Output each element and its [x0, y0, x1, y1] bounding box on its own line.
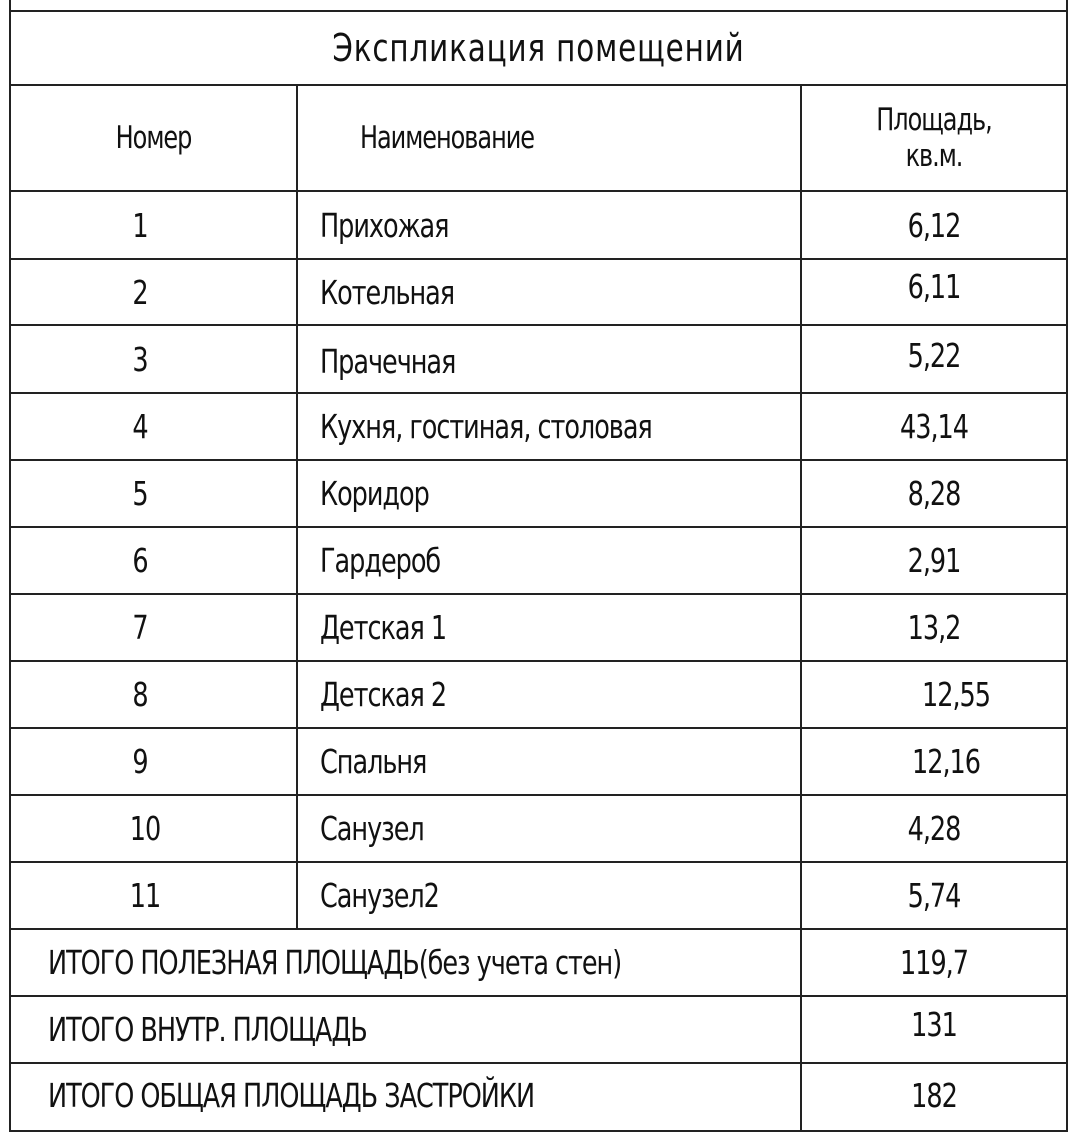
row-number: 2 [132, 272, 148, 312]
row-name: Прихожая [320, 205, 449, 245]
header-area [820, 86, 1047, 190]
total-value: 182 [911, 1075, 957, 1115]
row-number: 8 [132, 675, 148, 714]
row-name: Коридор [320, 474, 429, 513]
row-number: 4 [132, 407, 148, 446]
row-name: Прачечная [320, 341, 456, 381]
row-name: Гардероб [320, 541, 441, 580]
row-name: Санузел2 [320, 876, 439, 915]
row-number: 7 [132, 608, 148, 647]
header-name [360, 86, 704, 190]
row-number: 5 [132, 474, 148, 513]
row-number: 11 [129, 876, 161, 915]
row-name: Детская 1 [320, 608, 447, 647]
row-area: 4,28 [907, 809, 961, 848]
row-name: Кухня, гостиная, столовая [320, 407, 652, 446]
row-number: 10 [129, 809, 161, 848]
row-area: 6,12 [907, 205, 961, 245]
table-title: Экспликация помещений [332, 26, 745, 70]
row-number: 6 [132, 541, 148, 580]
row-name: Детская 2 [320, 675, 447, 714]
total-label: ИТОГО ОБЩАЯ ПЛОЩАДЬ ЗАСТРОЙКИ [48, 1075, 535, 1115]
total-value: 131 [911, 1005, 957, 1044]
column-divider-number-name [296, 84, 298, 930]
frame-bottom-border [9, 1130, 1068, 1132]
row-area: 12,16 [912, 742, 980, 781]
row-number: 1 [132, 205, 148, 245]
row-name: Котельная [320, 272, 455, 312]
header-area-line2: кв.м. [905, 138, 963, 174]
row-area: 6,11 [907, 266, 961, 306]
row-area: 13,2 [907, 608, 961, 647]
row-area: 2,91 [907, 541, 961, 580]
row-area: 43,14 [900, 407, 968, 446]
header-number [31, 86, 276, 190]
total-value: 119,7 [900, 943, 968, 982]
row-area: 5,22 [907, 335, 961, 375]
row-area: 8,28 [907, 474, 961, 513]
row-number: 9 [132, 742, 148, 781]
column-divider-name-area [800, 84, 802, 1132]
total-label: ИТОГО ПОЛЕЗНАЯ ПЛОЩАДЬ(без учета стен) [48, 943, 622, 982]
row-area: 12,55 [922, 675, 990, 714]
row-name: Санузел [320, 809, 424, 848]
row-number: 3 [132, 339, 148, 379]
row-area: 5,74 [907, 876, 961, 915]
header-name-label: Наименование [360, 120, 535, 156]
total-label: ИТОГО ВНУТР. ПЛОЩАДЬ [48, 1010, 367, 1049]
row-name: Спальня [320, 742, 427, 781]
header-area-line1: Площадь, [876, 102, 992, 138]
header-number-label: Номер [115, 120, 192, 156]
frame-right-border [1066, 0, 1068, 1132]
frame-left-border [9, 0, 11, 1132]
